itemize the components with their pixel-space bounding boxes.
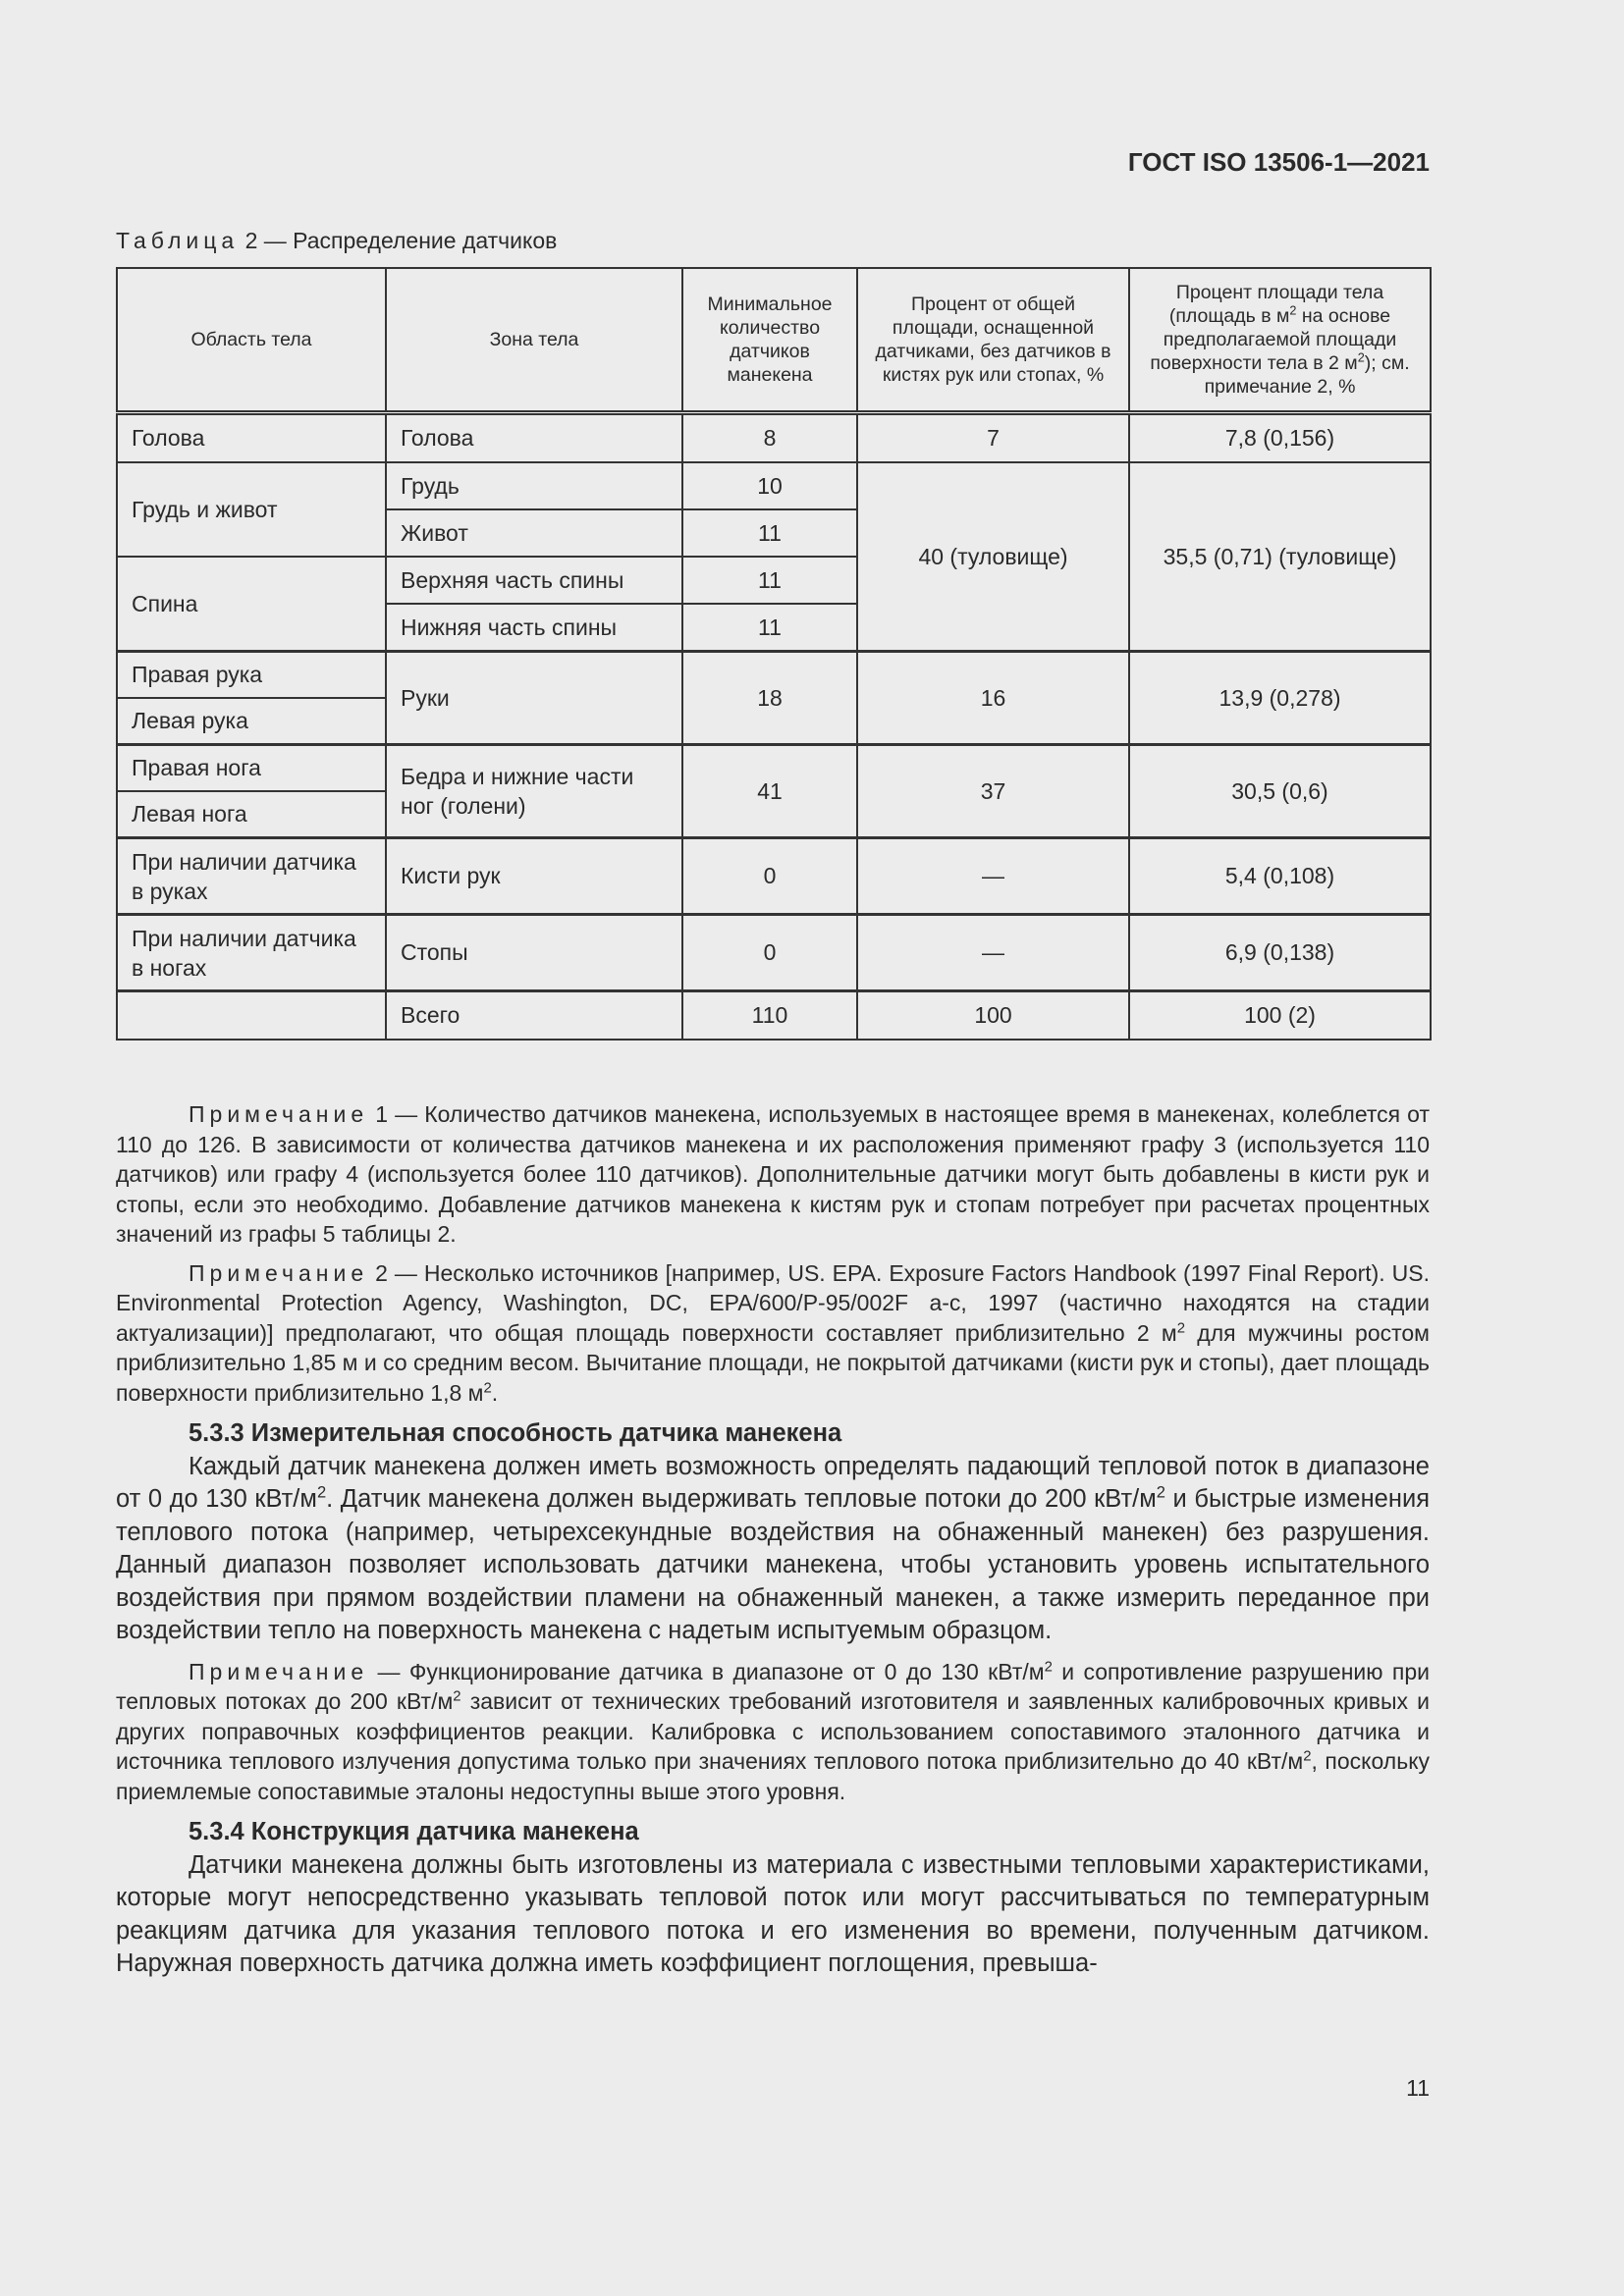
table-row bbox=[117, 838, 1431, 915]
cell-percent: 16 bbox=[857, 652, 1129, 745]
paragraph-text-a: Каждый датчик манекена должен иметь возможность определять падающий тепловой поток в диапазоне от 0 до 130 кВт/м bbox=[116, 1452, 1430, 1513]
cell-count: 110 bbox=[682, 991, 857, 1041]
cell-area: Голова bbox=[117, 413, 386, 463]
cell-zone: Голова bbox=[386, 413, 682, 463]
note-label: Примечание bbox=[189, 1259, 369, 1286]
section-5-3-3-title: 5.3.3 Измерительная способность датчика манекена bbox=[189, 1419, 842, 1447]
cell-count: 18 bbox=[682, 652, 857, 745]
table-header-row bbox=[117, 268, 1431, 413]
cell-area: Грудь и живот bbox=[117, 462, 386, 557]
cell-count: 10 bbox=[682, 462, 857, 509]
cell-body-percent: 5,4 (0,108) bbox=[1129, 838, 1431, 915]
sensor-distribution-table bbox=[116, 267, 1432, 1041]
section-5-3-3-note bbox=[116, 1657, 1430, 1807]
section-5-3-4-paragraph: Датчики манекена должны быть изготовлены из материала с известными тепловыми характеристиками, которые могут непосредственно указывать тепловой поток или могут рассчитываться по температурным реакциям датчика для указания теплового потока и его изменения во времени, полученным датчиком. Наружная поверхность датчика должна иметь коэффициент поглощения, превыша- bbox=[116, 1850, 1430, 1977]
cell-area: Левая рука bbox=[117, 698, 386, 745]
cell-area: При наличии датчика в руках bbox=[117, 838, 386, 915]
cell-zone: Нижняя часть спины bbox=[386, 604, 682, 652]
cell-percent: — bbox=[857, 838, 1129, 915]
cell-percent: 7 bbox=[857, 413, 1129, 463]
table-row bbox=[117, 745, 1431, 792]
column-header-percent-excl: Процент от общей площади, оснащенной датчиками, без датчиков в кистях рук или стопах, % bbox=[857, 268, 1129, 413]
superscript: 2 bbox=[1357, 350, 1365, 365]
note-2 bbox=[116, 1258, 1430, 1409]
cell-area-empty bbox=[117, 991, 386, 1041]
cell-zone: Всего bbox=[386, 991, 682, 1041]
cell-body-percent: 13,9 (0,278) bbox=[1129, 652, 1431, 745]
superscript: 2 bbox=[1044, 1657, 1053, 1675]
cell-body-percent: 30,5 (0,6) bbox=[1129, 745, 1431, 838]
note-text-a: — Функционирование датчика в диапазоне от 0 до 130 кВт/м bbox=[368, 1658, 1045, 1684]
table-row bbox=[117, 462, 1431, 509]
section-5-3-4-title: 5.3.4 Конструкция датчика манекена bbox=[189, 1818, 639, 1845]
cell-body-percent: 6,9 (0,138) bbox=[1129, 915, 1431, 991]
page-number: 11 bbox=[1406, 2075, 1430, 2101]
cell-area: При наличии датчика в ногах bbox=[117, 915, 386, 991]
cell-zone: Живот bbox=[386, 509, 682, 557]
table-caption-text: 2 — Распределение датчиков bbox=[239, 228, 558, 253]
superscript: 2 bbox=[1156, 1482, 1165, 1502]
superscript: 2 bbox=[1289, 303, 1297, 318]
table-row bbox=[117, 413, 1431, 463]
superscript: 2 bbox=[453, 1687, 461, 1705]
superscript: 2 bbox=[1176, 1318, 1186, 1336]
cell-zone: Кисти рук bbox=[386, 838, 682, 915]
cell-area: Правая рука bbox=[117, 652, 386, 699]
percent-body-part-a: Процент площади тела (площадь в м bbox=[1168, 282, 1384, 327]
cell-area: Левая нога bbox=[117, 791, 386, 838]
table-total-row bbox=[117, 991, 1431, 1041]
note-label: Примечание bbox=[189, 1658, 369, 1684]
paragraph-text-b: . Датчик манекена должен выдерживать тепловые потоки до 200 кВт/м bbox=[326, 1485, 1157, 1513]
cell-count: 0 bbox=[682, 915, 857, 991]
cell-zone: Грудь bbox=[386, 462, 682, 509]
cell-area: Спина bbox=[117, 557, 386, 652]
table-caption bbox=[116, 228, 557, 254]
cell-zone: Стопы bbox=[386, 915, 682, 991]
column-header-min-count: Минимальное количество датчиков манекена bbox=[682, 268, 857, 413]
cell-percent: 100 bbox=[857, 991, 1129, 1041]
cell-zone: Верхняя часть спины bbox=[386, 557, 682, 604]
table-caption-label: Таблица bbox=[116, 228, 240, 253]
superscript: 2 bbox=[483, 1378, 492, 1396]
section-5-3-3-paragraph bbox=[116, 1451, 1430, 1648]
cell-count: 11 bbox=[682, 604, 857, 652]
cell-body-percent: 35,5 (0,71) (туловище) bbox=[1129, 462, 1431, 652]
cell-percent: 37 bbox=[857, 745, 1129, 838]
cell-area: Правая нога bbox=[117, 745, 386, 792]
superscript: 2 bbox=[1303, 1747, 1312, 1765]
cell-percent: — bbox=[857, 915, 1129, 991]
note-2-text-c: . bbox=[491, 1379, 499, 1406]
note-text-d: , поскольку приемлемые сопоставимые эталоны недоступны выше этого уровня. bbox=[116, 1748, 1431, 1804]
note-2-text-b: для мужчины ростом приблизительно 1,85 м и со средним весом. Вычитание площади, не покрытой датчиками (кисти рук и стопы), дает площадь поверхности приблизительно 1,8 м bbox=[116, 1319, 1430, 1406]
column-header-area: Область тела bbox=[117, 268, 386, 413]
percent-body-part-c: ); см. примечание 2, % bbox=[1204, 352, 1410, 398]
paragraph-text-c: и быстрые изменения теплового потока (например, четырехсекундные воздействия на обнаженный манекен) без разрушения. Данный диапазон позволяет использовать датчики манекена, чтобы установить уровень испытательного воздействия при прямом воздействии пламени на обнаженный манекен, а также измерить переданное при воздействии тепло на поверхность манекена с надетым испытуемым образцом. bbox=[116, 1485, 1430, 1644]
table-row bbox=[117, 915, 1431, 991]
cell-count: 41 bbox=[682, 745, 857, 838]
cell-body-percent: 100 (2) bbox=[1129, 991, 1431, 1041]
table-row bbox=[117, 652, 1431, 699]
cell-body-percent: 7,8 (0,156) bbox=[1129, 413, 1431, 463]
note-1-text: 1 — Количество датчиков манекена, используемых в настоящее время в манекенах, колеблется от 110 до 126. В зависимости от количества датчиков манекена и их расположения применяют графу 3 (используется 110 датчиков) или графу 4 (используется более 110 датчиков). Дополнительные датчики могут быть добавлены в кисти рук и стопы, если это необходимо. Добавление датчиков манекена к кистям рук и стопам потребует при расчетах процентных значений из графы 5 таблицы 2. bbox=[116, 1101, 1430, 1247]
note-text-c: зависит от технических требований изготовителя и заявленных калибровочных кривых и других поправочных коэффициентов реакции. Калибровка с использованием сопоставимого эталонного датчика и источника теплового излучения допустима только при значениях теплового потока приблизительно до 40 кВт/м bbox=[116, 1688, 1431, 1774]
cell-zone: Бедра и нижние части ног (голени) bbox=[386, 745, 682, 838]
note-1 bbox=[116, 1099, 1430, 1250]
table-notes bbox=[116, 1099, 1430, 1981]
cell-count: 11 bbox=[682, 509, 857, 557]
column-header-zone: Зона тела bbox=[386, 268, 682, 413]
column-header-percent-body bbox=[1129, 268, 1431, 413]
document-code: ГОСТ ISO 13506-1—2021 bbox=[1127, 147, 1430, 177]
percent-body-part-b: на основе предполагаемой площади поверхности тела в 2 м bbox=[1150, 305, 1397, 374]
superscript: 2 bbox=[316, 1482, 327, 1502]
note-label: Примечание bbox=[189, 1101, 369, 1127]
cell-count: 8 bbox=[682, 413, 857, 463]
cell-count: 11 bbox=[682, 557, 857, 604]
cell-percent: 40 (туловище) bbox=[857, 462, 1129, 652]
cell-count: 0 bbox=[682, 838, 857, 915]
note-text-b: и сопротивление разрушению при тепловых потоках до 200 кВт/м bbox=[116, 1658, 1430, 1714]
note-2-text-a: 2 — Несколько источников [например, US. EPA. Exposure Factors Handbook (1997 Final Report). US. Environmental Protection Agency, Washington, DC, EPA/600/P-95/002F a-c, 1997 (частично находятся на стадии актуализации)] предполагают, что общая площадь поверхности составляет приблизительно 2 м bbox=[116, 1259, 1430, 1346]
cell-zone: Руки bbox=[386, 652, 682, 745]
